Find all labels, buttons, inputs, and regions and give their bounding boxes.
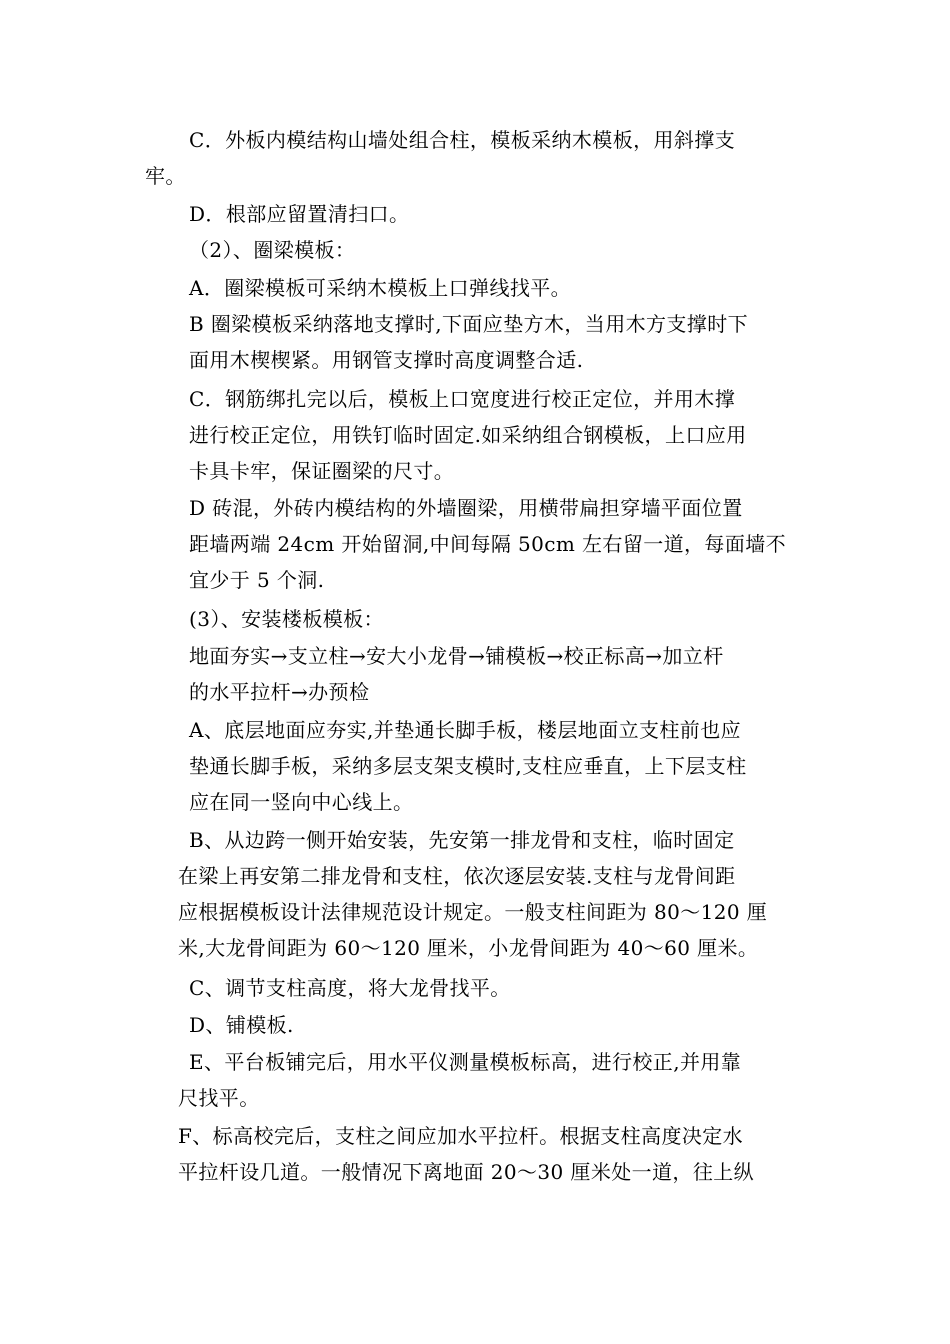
paragraph-cleanout (189, 196, 829, 232)
text-line: 卡具卡牢，保证圈梁的尺寸。 (189, 459, 455, 483)
paragraph-process-flow (189, 638, 829, 710)
paragraph-floor-b (178, 822, 818, 966)
text-line: 垫通长脚手板，采纳多层支架支模时,支柱应垂直，上下层支柱 (189, 754, 747, 778)
text-line: B、从边跨一侧开始安装，先安第一排龙骨和支柱，临时固定 (189, 828, 735, 852)
text-line: A、底层地面应夯实,并垫通长脚手板，楼层地面立支柱前也应 (189, 718, 742, 742)
paragraph-ring-beam-b (189, 306, 829, 378)
text-line: 米,大龙骨间距为 60～120 厘米，小龙骨间距为 40～60 厘米。 (178, 936, 759, 960)
text-line: D 砖混，外砖内模结构的外墙圈梁，用横带扁担穿墙平面位置 (189, 496, 743, 520)
text-line: D、铺模板. (189, 1013, 294, 1037)
text-line: B 圈梁模板采纳落地支撑时,下面应垫方木，当用木方支撑时下 (189, 312, 749, 336)
text-line: A．圈梁模板可采纳木模板上口弹线找平。 (189, 276, 572, 300)
text-line: 应在同一竖向中心线上。 (189, 790, 414, 814)
text-line: 的水平拉杆→办预检 (189, 680, 370, 704)
text-line: 宜少于 5 个洞. (189, 568, 325, 592)
text-line: 平拉杆设几道。一般情况下离地面 20～30 厘米处一道，往上纵 (178, 1160, 755, 1184)
text-line: C．外板内模结构山墙处组合柱，模板采纳木模板，用斜撑支 (189, 128, 736, 152)
text-line: F、标高校完后，支柱之间应加水平拉杆。根据支柱高度决定水 (178, 1124, 744, 1148)
text-line: 进行校正定位，用铁钉临时固定.如采纳组合钢模板，上口应用 (189, 423, 747, 447)
text-line: C．钢筋绑扎完以后，模板上口宽度进行校正定位，并用木撑 (189, 387, 736, 411)
text-line: (3）、安装楼板模板： (189, 607, 384, 631)
text-line: （2）、圈梁模板： (189, 238, 356, 262)
paragraph-floor-f (178, 1118, 818, 1190)
text-line: C、调节支柱高度，将大龙骨找平。 (189, 976, 511, 1000)
text-line: 距墙两端 24cm 开始留洞,中间每隔 50cm 左右留一道，每面墙不 (189, 532, 787, 556)
paragraph-floor-e (178, 1044, 818, 1116)
paragraph-floor-c (189, 970, 829, 1006)
paragraph-ring-beam-d (189, 490, 829, 598)
paragraph-floor-d (189, 1007, 829, 1043)
text-line: 面用木楔楔紧。用钢管支撑时高度调整合适. (189, 348, 584, 372)
paragraph-ring-beam-a (189, 270, 829, 306)
text-line: E、平台板铺完后，用水平仪测量模板标高，进行校正,并用靠 (189, 1050, 742, 1074)
section-heading-ring-beam (189, 232, 829, 268)
section-heading-floor-slab (189, 601, 829, 637)
text-line: 在梁上再安第二排龙骨和支柱，依次逐层安装.支柱与龙骨间距 (178, 864, 736, 888)
paragraph-wall-column-formwork (145, 122, 785, 194)
text-line: 应根据模板设计法律规范设计规定。一般支柱间距为 80～120 厘 (178, 900, 768, 924)
text-line: D．根部应留置清扫口。 (189, 202, 410, 226)
paragraph-floor-a (189, 712, 829, 820)
text-line: 地面夯实→支立柱→安大小龙骨→铺模板→校正标高→加立杆 (189, 644, 724, 668)
paragraph-ring-beam-c (189, 381, 829, 489)
text-line: 牢。 (145, 164, 186, 188)
text-line: 尺找平。 (178, 1086, 260, 1110)
